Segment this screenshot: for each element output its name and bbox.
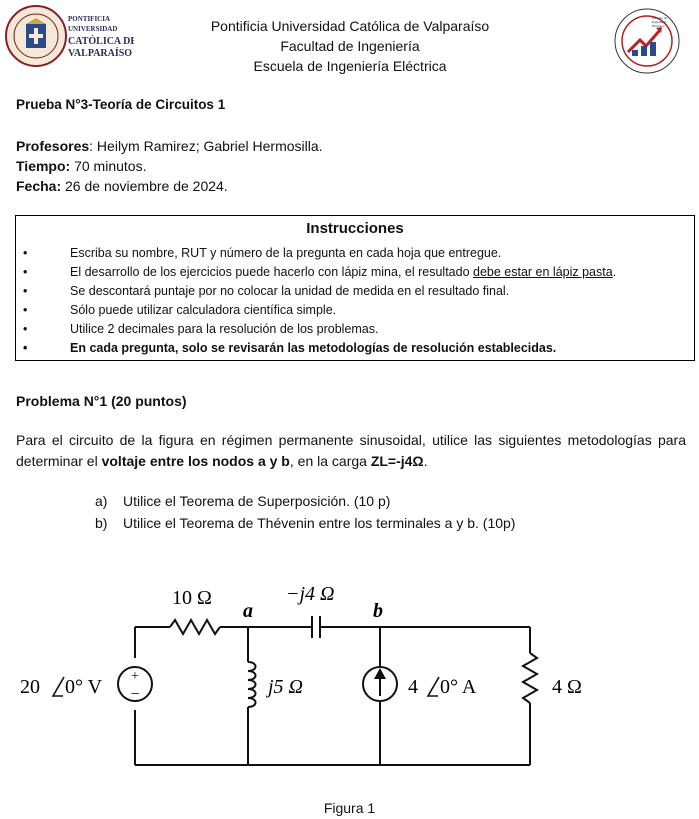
inductor-symbol <box>248 662 256 707</box>
statement-text: Para el circuito de la figura en régimen permanente sinusoidal, utilice las siguientes metodologías para determinar el <box>16 432 686 469</box>
instruction-item <box>23 263 617 282</box>
inductor-label: j5 Ω <box>268 676 304 698</box>
instruction-item <box>23 320 616 339</box>
bullet: • <box>23 265 28 279</box>
date-label: Fecha: <box>16 178 62 194</box>
item-text: Utilice el Teorema de Superposición. (10 p) <box>123 493 391 509</box>
resistor-4-symbol <box>523 653 537 703</box>
logo-right-text1: Escuela de <box>652 16 668 20</box>
logo-left-text1: PONTIFICIA <box>68 15 111 23</box>
problem-items <box>95 490 515 534</box>
problem-item <box>95 490 515 512</box>
isrc-angle-symbol <box>428 677 439 696</box>
instructions-title: Instrucciones <box>306 220 404 237</box>
university-logo <box>4 4 134 70</box>
instruction-text: Sólo puede utilizar calculadora científica simple. <box>70 303 337 317</box>
instruction-item <box>23 244 616 263</box>
vsrc-angle-symbol <box>53 677 64 696</box>
statement-text: . <box>423 453 428 469</box>
instruction-text: El desarrollo de los ejercicios puede hacerlo con lápiz mina, el resultado <box>70 265 473 279</box>
vsrc-magnitude: 20 <box>20 676 40 698</box>
resistor-4-label: 4 Ω <box>552 676 582 698</box>
figure-caption: Figura 1 <box>323 800 376 816</box>
logo-left-text3: CATÓLICA DE <box>68 36 134 47</box>
item-key: a) <box>95 493 108 509</box>
instruction-item <box>23 282 616 301</box>
statement-bold-load: ZL=-j4Ω <box>370 453 424 469</box>
professors-line <box>16 138 323 154</box>
current-arrow-head <box>374 668 386 679</box>
plus-sign: + <box>131 669 139 684</box>
instruction-text: En cada pregunta, solo se revisarán las metodologías de resolución establecidas. <box>70 341 557 355</box>
bullet: • <box>23 322 28 336</box>
statement-text: , en la carga <box>289 453 371 469</box>
instruction-end: . <box>612 265 617 279</box>
bullet: • <box>23 341 28 355</box>
bullet: • <box>23 284 28 298</box>
date-value: 26 de noviembre de 2024. <box>61 178 228 194</box>
instruction-text: Utilice 2 decimales para la resolución de los problemas. <box>70 322 379 336</box>
header-school: Escuela de Ingeniería Eléctrica <box>253 58 447 74</box>
node-b-label: b <box>373 600 383 622</box>
school-logo <box>612 6 682 76</box>
exam-title: Prueba N°3-Teoría de Circuitos 1 <box>16 97 226 112</box>
logo-left-text2: UNIVERSIDAD <box>68 25 118 33</box>
isrc-angle: 0° A <box>440 676 477 698</box>
item-key: b) <box>95 515 108 531</box>
professors-label: Profesores <box>16 138 90 154</box>
isrc-magnitude: 4 <box>408 676 418 698</box>
resistor-10-label: 10 Ω <box>172 587 212 609</box>
header-university: Pontificia Universidad Católica de Valparaíso <box>210 18 490 34</box>
date-line <box>16 178 228 194</box>
minus-sign: − <box>130 686 140 703</box>
professors-value: : Heilym Ramirez; Gabriel Hermosilla. <box>89 138 323 154</box>
item-text: Utilice el Teorema de Thévenin entre los terminales a y b. (10p) <box>123 515 516 531</box>
time-line <box>16 158 146 174</box>
bullet: • <box>23 246 28 260</box>
vsrc-angle: 0° V <box>65 676 103 698</box>
time-label: Tiempo: <box>16 158 71 174</box>
logo-left-text4: VALPARAÍSO <box>68 48 133 59</box>
problem-item <box>95 512 515 534</box>
statement-bold-voltage: voltaje entre los nodos a y b <box>101 453 290 469</box>
logo-right-text3: Eléctrica <box>652 24 665 28</box>
instruction-item <box>23 339 616 358</box>
problem-title: Problema N°1 (20 puntos) <box>16 393 187 409</box>
problem-statement <box>16 430 686 472</box>
header-faculty: Facultad de Ingeniería <box>280 38 420 54</box>
resistor-10-symbol <box>170 620 220 634</box>
bullet: • <box>23 303 28 317</box>
time-value: 70 minutos. <box>70 158 147 174</box>
circuit-figure <box>0 560 699 795</box>
instruction-text: Escriba su nombre, RUT y número de la pregunta en cada hoja que entregue. <box>70 246 502 260</box>
instruction-text: Se descontará puntaje por no colocar la unidad de medida en el resultado final. <box>70 284 510 298</box>
instructions-list <box>23 244 617 358</box>
institution-header <box>150 16 550 76</box>
instructions-box <box>15 215 695 361</box>
instruction-item <box>23 301 616 320</box>
capacitor-label: −j4 Ω <box>286 583 335 605</box>
logo-right-text2: Ingeniería <box>652 20 667 24</box>
instruction-underlined: debe estar en lápiz pasta <box>473 265 613 279</box>
node-a-label: a <box>243 600 253 622</box>
